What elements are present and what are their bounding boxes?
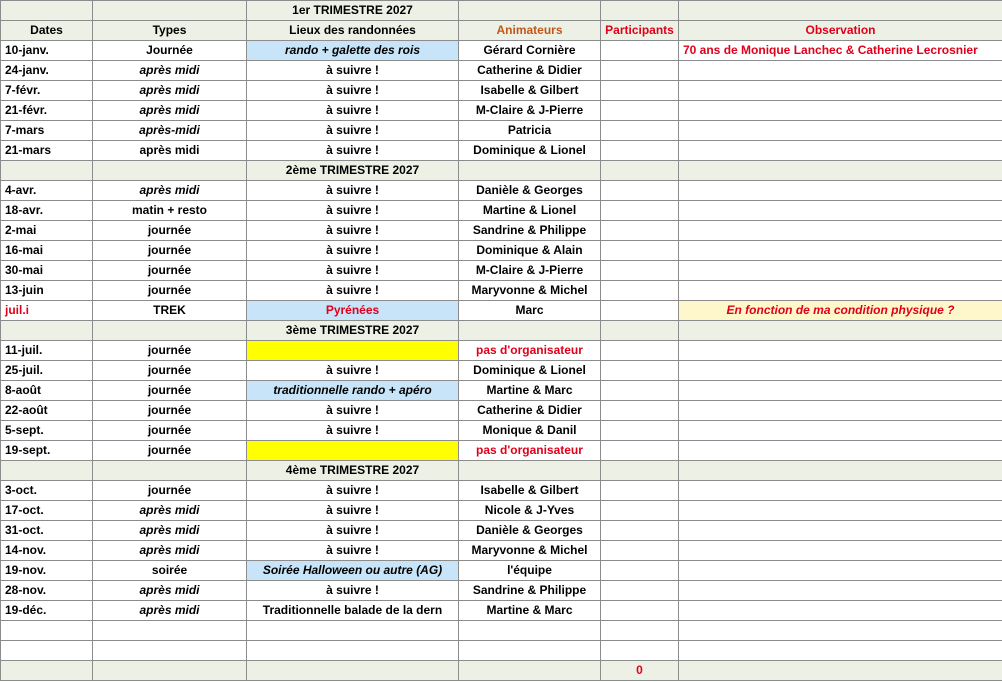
- table-row: [1, 521, 1002, 541]
- cell-participants[interactable]: [601, 81, 679, 101]
- cell-observation[interactable]: [679, 181, 1002, 201]
- cell-date[interactable]: 5-sept.: [1, 421, 93, 441]
- cell-empty[interactable]: [601, 1, 679, 21]
- header-animateurs[interactable]: Animateurs: [459, 21, 601, 41]
- cell-participants[interactable]: [601, 561, 679, 581]
- cell-lieu[interactable]: à suivre !: [247, 481, 459, 501]
- cell-observation[interactable]: [679, 561, 1002, 581]
- quarter-title[interactable]: 2ème TRIMESTRE 2027: [247, 161, 459, 181]
- cell-lieu[interactable]: à suivre !: [247, 401, 459, 421]
- cell-empty[interactable]: [93, 161, 247, 181]
- cell-type[interactable]: journée: [93, 381, 247, 401]
- cell-date[interactable]: 19-sept.: [1, 441, 93, 461]
- cell-type[interactable]: journée: [93, 361, 247, 381]
- table-row: [1, 341, 1002, 361]
- table-row: [1, 81, 1002, 101]
- cell-observation[interactable]: [679, 441, 1002, 461]
- cell-animateurs[interactable]: l'équipe: [459, 561, 601, 581]
- table-row: [1, 561, 1002, 581]
- table-row: [1, 381, 1002, 401]
- cell-empty[interactable]: [679, 661, 1002, 681]
- cell-empty[interactable]: [459, 641, 601, 661]
- cell-animateurs[interactable]: M-Claire & J-Pierre: [459, 261, 601, 281]
- cell-empty[interactable]: [93, 621, 247, 641]
- cell-type[interactable]: après midi: [93, 501, 247, 521]
- cell-participants[interactable]: [601, 221, 679, 241]
- cell-participants[interactable]: [601, 201, 679, 221]
- cell-observation[interactable]: [679, 201, 1002, 221]
- cell-empty[interactable]: [679, 641, 1002, 661]
- cell-lieu[interactable]: à suivre !: [247, 281, 459, 301]
- cell-empty[interactable]: [459, 321, 601, 341]
- table-row: [1, 281, 1002, 301]
- cell-empty[interactable]: [1, 661, 93, 681]
- cell-animateurs[interactable]: Sandrine & Philippe: [459, 581, 601, 601]
- cell-animateurs[interactable]: M-Claire & J-Pierre: [459, 101, 601, 121]
- header-observation[interactable]: Observation: [679, 21, 1002, 41]
- cell-lieu[interactable]: à suivre !: [247, 581, 459, 601]
- cell-type[interactable]: journée: [93, 481, 247, 501]
- cell-participants[interactable]: [601, 401, 679, 421]
- cell-participants[interactable]: [601, 481, 679, 501]
- quarter-title-row: [1, 321, 1002, 341]
- cell-lieu[interactable]: à suivre !: [247, 101, 459, 121]
- cell-empty[interactable]: [247, 661, 459, 681]
- cell-animateurs[interactable]: Martine & Marc: [459, 601, 601, 621]
- cell-observation[interactable]: [679, 281, 1002, 301]
- cell-type[interactable]: matin + resto: [93, 201, 247, 221]
- cell-observation[interactable]: [679, 261, 1002, 281]
- cell-observation[interactable]: [679, 361, 1002, 381]
- cell-participants[interactable]: [601, 341, 679, 361]
- table-row: [1, 541, 1002, 561]
- cell-animateurs[interactable]: Catherine & Didier: [459, 61, 601, 81]
- cell-type[interactable]: après midi: [93, 61, 247, 81]
- cell-observation[interactable]: 70 ans de Monique Lanchec & Catherine Lecrosnier: [679, 41, 1002, 61]
- cell-lieu[interactable]: à suivre !: [247, 521, 459, 541]
- cell-date[interactable]: 16-mai: [1, 241, 93, 261]
- cell-empty[interactable]: [247, 621, 459, 641]
- cell-type[interactable]: TREK: [93, 301, 247, 321]
- column-header-row: [1, 21, 1002, 41]
- quarter-title-row: [1, 161, 1002, 181]
- cell-empty[interactable]: [1, 641, 93, 661]
- cell-animateurs[interactable]: Sandrine & Philippe: [459, 221, 601, 241]
- cell-participants[interactable]: [601, 501, 679, 521]
- cell-type[interactable]: journée: [93, 261, 247, 281]
- cell-type[interactable]: après-midi: [93, 121, 247, 141]
- cell-animateurs[interactable]: Marc: [459, 301, 601, 321]
- cell-type[interactable]: après midi: [93, 81, 247, 101]
- cell-type[interactable]: après midi: [93, 601, 247, 621]
- cell-participants[interactable]: [601, 441, 679, 461]
- cell-empty[interactable]: [459, 161, 601, 181]
- cell-empty[interactable]: [93, 461, 247, 481]
- cell-participants[interactable]: [601, 121, 679, 141]
- cell-lieu[interactable]: à suivre !: [247, 61, 459, 81]
- cell-participants[interactable]: [601, 181, 679, 201]
- cell-observation[interactable]: [679, 601, 1002, 621]
- cell-animateurs[interactable]: Isabelle & Gilbert: [459, 81, 601, 101]
- cell-animateurs[interactable]: Dominique & Alain: [459, 241, 601, 261]
- blank-row: [1, 621, 1002, 641]
- cell-lieu[interactable]: Pyrénées: [247, 301, 459, 321]
- cell-empty[interactable]: [601, 641, 679, 661]
- cell-animateurs[interactable]: Isabelle & Gilbert: [459, 481, 601, 501]
- cell-type[interactable]: soirée: [93, 561, 247, 581]
- header-lieux[interactable]: Lieux des randonnées: [247, 21, 459, 41]
- table-row: [1, 121, 1002, 141]
- cell-empty[interactable]: [247, 641, 459, 661]
- cell-participants[interactable]: [601, 101, 679, 121]
- cell-type[interactable]: après midi: [93, 101, 247, 121]
- header-dates[interactable]: Dates: [1, 21, 93, 41]
- cell-animateurs[interactable]: Monique & Danil: [459, 421, 601, 441]
- cell-animateurs[interactable]: Danièle & Georges: [459, 521, 601, 541]
- cell-participants[interactable]: [601, 61, 679, 81]
- cell-date[interactable]: 30-mai: [1, 261, 93, 281]
- quarter-title[interactable]: 1er TRIMESTRE 2027: [247, 1, 459, 21]
- cell-participants[interactable]: [601, 521, 679, 541]
- cell-lieu[interactable]: à suivre !: [247, 141, 459, 161]
- cell-type[interactable]: après midi: [93, 581, 247, 601]
- cell-animateurs[interactable]: Maryvonne & Michel: [459, 541, 601, 561]
- cell-observation[interactable]: [679, 421, 1002, 441]
- cell-type[interactable]: journée: [93, 221, 247, 241]
- cell-animateurs[interactable]: pas d'organisateur: [459, 441, 601, 461]
- cell-animateurs[interactable]: Gérard Cornière: [459, 41, 601, 61]
- cell-date[interactable]: 19-nov.: [1, 561, 93, 581]
- cell-lieu[interactable]: à suivre !: [247, 421, 459, 441]
- cell-date[interactable]: 14-nov.: [1, 541, 93, 561]
- cell-date[interactable]: 19-déc.: [1, 601, 93, 621]
- cell-lieu[interactable]: à suivre !: [247, 221, 459, 241]
- cell-date[interactable]: 18-avr.: [1, 201, 93, 221]
- table-row: [1, 301, 1002, 321]
- cell-lieu[interactable]: à suivre !: [247, 121, 459, 141]
- cell-animateurs[interactable]: Dominique & Lionel: [459, 141, 601, 161]
- cell-date[interactable]: 24-janv.: [1, 61, 93, 81]
- cell-type[interactable]: journée: [93, 421, 247, 441]
- cell-participants[interactable]: [601, 281, 679, 301]
- table-row: [1, 221, 1002, 241]
- cell-lieu[interactable]: à suivre !: [247, 361, 459, 381]
- table-row: [1, 101, 1002, 121]
- cell-empty[interactable]: [93, 641, 247, 661]
- cell-type[interactable]: journée: [93, 241, 247, 261]
- cell-participants[interactable]: [601, 581, 679, 601]
- cell-date[interactable]: 22-août: [1, 401, 93, 421]
- cell-animateurs[interactable]: Patricia: [459, 121, 601, 141]
- table-row: [1, 501, 1002, 521]
- cell-observation[interactable]: [679, 401, 1002, 421]
- cell-observation[interactable]: [679, 121, 1002, 141]
- quarter-title-row: [1, 461, 1002, 481]
- cell-lieu[interactable]: à suivre !: [247, 261, 459, 281]
- cell-observation[interactable]: [679, 221, 1002, 241]
- cell-animateurs[interactable]: Maryvonne & Michel: [459, 281, 601, 301]
- table-row: [1, 581, 1002, 601]
- cell-empty[interactable]: [1, 161, 93, 181]
- cell-date[interactable]: 11-juil.: [1, 341, 93, 361]
- cell-observation[interactable]: [679, 81, 1002, 101]
- cell-empty[interactable]: [601, 161, 679, 181]
- cell-lieu[interactable]: [247, 341, 459, 361]
- cell-participants[interactable]: [601, 361, 679, 381]
- cell-participants[interactable]: [601, 241, 679, 261]
- table-row: [1, 141, 1002, 161]
- cell-empty[interactable]: [679, 321, 1002, 341]
- cell-observation[interactable]: [679, 481, 1002, 501]
- cell-participants[interactable]: [601, 381, 679, 401]
- cell-participants[interactable]: [601, 261, 679, 281]
- cell-animateurs[interactable]: Danièle & Georges: [459, 181, 601, 201]
- cell-type[interactable]: journée: [93, 281, 247, 301]
- planning-body: [1, 1, 1002, 681]
- table-row: [1, 361, 1002, 381]
- table-row: [1, 241, 1002, 261]
- cell-empty[interactable]: [459, 621, 601, 641]
- cell-observation[interactable]: [679, 501, 1002, 521]
- cell-date[interactable]: 17-oct.: [1, 501, 93, 521]
- cell-date[interactable]: 21-mars: [1, 141, 93, 161]
- cell-observation[interactable]: [679, 241, 1002, 261]
- cell-participants[interactable]: [601, 301, 679, 321]
- cell-empty[interactable]: [601, 321, 679, 341]
- cell-lieu[interactable]: à suivre !: [247, 81, 459, 101]
- cell-lieu[interactable]: traditionnelle rando + apéro: [247, 381, 459, 401]
- cell-empty[interactable]: [679, 621, 1002, 641]
- cell-lieu[interactable]: Soirée Halloween ou autre (AG): [247, 561, 459, 581]
- cell-type[interactable]: journée: [93, 441, 247, 461]
- cell-type[interactable]: après midi: [93, 521, 247, 541]
- cell-date[interactable]: 10-janv.: [1, 41, 93, 61]
- cell-observation[interactable]: [679, 521, 1002, 541]
- cell-empty[interactable]: [601, 461, 679, 481]
- cell-type[interactable]: après midi: [93, 141, 247, 161]
- cell-empty[interactable]: [601, 621, 679, 641]
- cell-empty[interactable]: [1, 321, 93, 341]
- cell-observation[interactable]: [679, 341, 1002, 361]
- cell-empty[interactable]: [679, 461, 1002, 481]
- cell-animateurs[interactable]: Catherine & Didier: [459, 401, 601, 421]
- table-row: [1, 401, 1002, 421]
- cell-empty[interactable]: [1, 1, 93, 21]
- cell-participants[interactable]: [601, 421, 679, 441]
- cell-empty[interactable]: [679, 1, 1002, 21]
- cell-participants[interactable]: [601, 541, 679, 561]
- cell-lieu[interactable]: Traditionnelle balade de la dern: [247, 601, 459, 621]
- quarter-title-row: [1, 1, 1002, 21]
- cell-date[interactable]: 2-mai: [1, 221, 93, 241]
- cell-date[interactable]: 7-févr.: [1, 81, 93, 101]
- cell-animateurs[interactable]: Nicole & J-Yves: [459, 501, 601, 521]
- cell-type[interactable]: après midi: [93, 541, 247, 561]
- cell-date[interactable]: 7-mars: [1, 121, 93, 141]
- cell-animateurs[interactable]: pas d'organisateur: [459, 341, 601, 361]
- cell-empty[interactable]: [93, 1, 247, 21]
- cell-lieu[interactable]: à suivre !: [247, 181, 459, 201]
- table-row: [1, 61, 1002, 81]
- table-row: [1, 441, 1002, 461]
- cell-participants[interactable]: [601, 601, 679, 621]
- blank-row: [1, 641, 1002, 661]
- cell-date[interactable]: 31-oct.: [1, 521, 93, 541]
- cell-empty[interactable]: [1, 461, 93, 481]
- cell-empty[interactable]: [459, 461, 601, 481]
- cell-date[interactable]: 25-juil.: [1, 361, 93, 381]
- cell-date[interactable]: 13-juin: [1, 281, 93, 301]
- cell-type[interactable]: Journée: [93, 41, 247, 61]
- cell-empty[interactable]: [93, 321, 247, 341]
- table-row: [1, 421, 1002, 441]
- quarter-title[interactable]: 4ème TRIMESTRE 2027: [247, 461, 459, 481]
- cell-lieu[interactable]: à suivre !: [247, 541, 459, 561]
- cell-empty[interactable]: [459, 661, 601, 681]
- cell-observation[interactable]: En fonction de ma condition physique ?: [679, 301, 1002, 321]
- cell-date[interactable]: 8-août: [1, 381, 93, 401]
- cell-empty[interactable]: [93, 661, 247, 681]
- cell-animateurs[interactable]: Martine & Lionel: [459, 201, 601, 221]
- cell-date[interactable]: 4-avr.: [1, 181, 93, 201]
- cell-empty[interactable]: [459, 1, 601, 21]
- table-row: [1, 481, 1002, 501]
- cell-lieu[interactable]: à suivre !: [247, 241, 459, 261]
- cell-date[interactable]: juil.i: [1, 301, 93, 321]
- cell-participants[interactable]: [601, 141, 679, 161]
- cell-observation[interactable]: [679, 61, 1002, 81]
- cell-animateurs[interactable]: Martine & Marc: [459, 381, 601, 401]
- table-row: [1, 41, 1002, 61]
- cell-lieu[interactable]: à suivre !: [247, 501, 459, 521]
- quarter-title[interactable]: 3ème TRIMESTRE 2027: [247, 321, 459, 341]
- cell-lieu[interactable]: à suivre !: [247, 201, 459, 221]
- table-row: [1, 201, 1002, 221]
- cell-observation[interactable]: [679, 581, 1002, 601]
- table-row: [1, 261, 1002, 281]
- cell-animateurs[interactable]: Dominique & Lionel: [459, 361, 601, 381]
- participants-total[interactable]: 0: [601, 661, 679, 681]
- cell-type[interactable]: journée: [93, 341, 247, 361]
- cell-empty[interactable]: [679, 161, 1002, 181]
- cell-observation[interactable]: [679, 101, 1002, 121]
- cell-date[interactable]: 28-nov.: [1, 581, 93, 601]
- header-participants[interactable]: Participants: [601, 21, 679, 41]
- cell-type[interactable]: après midi: [93, 181, 247, 201]
- cell-empty[interactable]: [1, 621, 93, 641]
- header-types[interactable]: Types: [93, 21, 247, 41]
- total-row: [1, 661, 1002, 681]
- table-row: [1, 601, 1002, 621]
- cell-observation[interactable]: [679, 541, 1002, 561]
- table-row: [1, 181, 1002, 201]
- cell-date[interactable]: 21-févr.: [1, 101, 93, 121]
- cell-type[interactable]: journée: [93, 401, 247, 421]
- cell-lieu[interactable]: [247, 441, 459, 461]
- cell-observation[interactable]: [679, 141, 1002, 161]
- cell-date[interactable]: 3-oct.: [1, 481, 93, 501]
- cell-observation[interactable]: [679, 381, 1002, 401]
- cell-participants[interactable]: [601, 41, 679, 61]
- cell-lieu[interactable]: rando + galette des rois: [247, 41, 459, 61]
